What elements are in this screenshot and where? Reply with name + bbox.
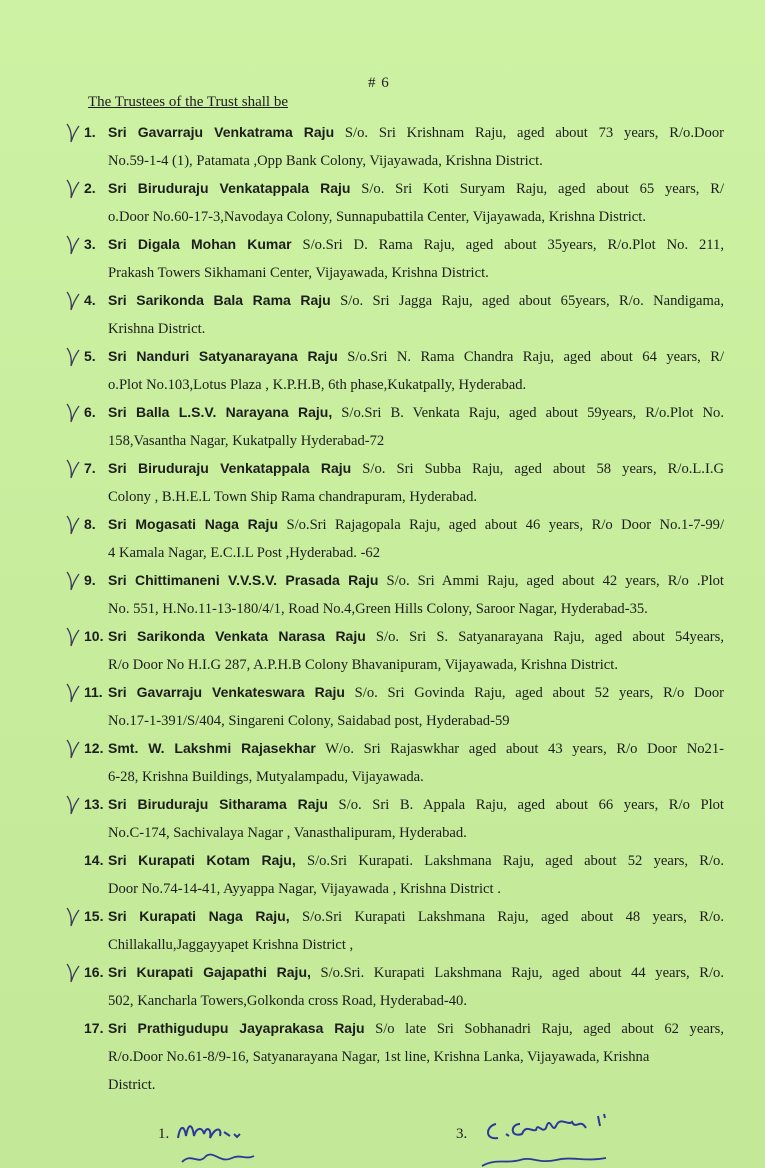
trustee-number: 10.	[84, 628, 104, 644]
check-mark-icon	[64, 234, 80, 256]
trustee-address: 6-28, Krishna Buildings, Mutyalampadu, Vijayawada.	[108, 769, 424, 785]
trustee-entry	[84, 454, 724, 510]
trustee-address: No.C-174, Sachivalaya Nagar , Vanasthalipuram, Hyderabad.	[108, 825, 467, 841]
trustee-number: 11.	[84, 684, 103, 700]
trustee-name: Sri Biruduraju Sitharama Raju	[108, 796, 328, 812]
trustee-line-1	[108, 286, 724, 315]
trustee-details: S/o. Sri S. Satyanarayana Raju, aged about 54years,	[365, 629, 724, 645]
trustee-details: S/o. Sri Krishnam Raju, aged about 73 years, R/o.Door	[334, 125, 724, 141]
trustee-details: S/o. Sri B. Appala Raju, aged about 66 years, R/o Plot	[327, 797, 724, 813]
check-mark-icon	[64, 794, 80, 816]
trustee-number: 3.	[84, 236, 96, 252]
check-mark-icon	[64, 738, 80, 760]
trustee-name: Sri Nanduri Satyanarayana Raju	[108, 348, 338, 364]
trustee-line-1	[108, 678, 724, 707]
trustee-line-1	[108, 902, 724, 931]
trustee-line-1	[108, 454, 724, 483]
trustee-address: Prakash Towers Sikhamani Center, Vijayawada, Krishna District.	[108, 265, 489, 281]
trustee-entry	[84, 230, 724, 286]
check-mark-icon	[64, 626, 80, 648]
trustee-entry	[84, 174, 724, 230]
trustee-address: Chillakallu,Jaggayyapet Krishna District ,	[108, 937, 354, 953]
trustee-number: 16.	[84, 964, 104, 980]
trustee-details: S/o. Sri Govinda Raju, aged about 52 years, R/o Door	[344, 685, 724, 701]
trustee-name: Sri Kurapati Gajapathi Raju,	[108, 964, 311, 980]
trustee-details: S/o.Sri Kurapati Lakshmana Raju, aged about 48 years, R/o.	[289, 909, 724, 925]
check-mark-icon	[64, 346, 80, 368]
trustee-name: Smt. W. Lakshmi Rajasekhar	[108, 740, 316, 756]
trustee-line-1	[108, 230, 724, 259]
trustee-address: Colony , B.H.E.L Town Ship Rama chandrapuram, Hyderabad.	[108, 489, 478, 505]
check-mark-icon	[64, 458, 80, 480]
trustee-name: Sri Sarikonda Venkata Narasa Raju	[108, 628, 366, 644]
trustee-address-cont: District.	[108, 1077, 156, 1093]
trustee-address: No.59-1-4 (1), Patamata ,Opp Bank Colony, Vijayawada, Krishna District.	[108, 153, 543, 169]
trustee-entry	[84, 678, 724, 734]
trustee-details: S/o. Sri Subba Raju, aged about 58 years, R/o.L.I.G	[351, 461, 724, 477]
trustee-number: 7.	[84, 460, 96, 476]
trustee-number: 8.	[84, 516, 96, 532]
trustee-line-1	[108, 398, 724, 427]
trustee-details: S/o.Sri B. Venkata Raju, aged about 59years, R/o.Plot No.	[332, 405, 724, 421]
trustee-entry	[84, 286, 724, 342]
signature-number-1: 1.	[158, 1126, 170, 1142]
trustee-address: 158,Vasantha Nagar, Kukatpally Hyderabad-72	[108, 433, 385, 449]
trustee-number: 4.	[84, 292, 96, 308]
trustee-entry	[84, 118, 724, 174]
trustee-details: S/o.Sri Rajagopala Raju, aged about 46 years, R/o Door No.1-7-99/	[278, 517, 724, 533]
check-mark-icon	[64, 402, 80, 424]
trustee-line-1	[108, 958, 724, 987]
trustee-address: o.Door No.60-17-3,Navodaya Colony, Sunnapubattila Center, Vijayawada, Krishna District.	[108, 209, 646, 225]
trustee-address: Krishna District.	[108, 321, 206, 337]
trustee-name: Sri Kurapati Naga Raju,	[108, 908, 290, 924]
trustee-entry	[84, 790, 724, 846]
trustee-details: W/o. Sri Rajaswkhar aged about 43 years, R/o Door No21-	[315, 741, 724, 757]
trustee-line-1	[108, 510, 724, 539]
trustee-name: Sri Balla L.S.V. Narayana Raju,	[108, 404, 333, 420]
trustee-line-1	[108, 790, 724, 819]
check-mark-icon	[64, 570, 80, 592]
trustee-number: 1.	[84, 124, 96, 140]
trustee-name: Sri Digala Mohan Kumar	[108, 236, 292, 252]
signature-area	[0, 1100, 765, 1168]
trustee-line-1	[108, 118, 724, 147]
trustee-number: 5.	[84, 348, 96, 364]
trustee-name: Sri Kurapati Kotam Raju,	[108, 852, 296, 868]
trustee-line-1	[108, 342, 724, 371]
trustee-details: S/o.Sri N. Rama Chandra Raju, aged about 64 years, R/	[337, 349, 724, 365]
trustee-number: 15.	[84, 908, 104, 924]
trustee-address: 502, Kancharla Towers,Golkonda cross Road, Hyderabad-40.	[108, 993, 467, 1009]
trustee-name: Sri Prathigudupu Jayaprakasa Raju	[108, 1020, 365, 1036]
trustee-name: Sri Gavarraju Venkateswara Raju	[108, 684, 345, 700]
check-mark-icon	[64, 290, 80, 312]
trustee-number: 14.	[84, 852, 104, 868]
trustee-entry	[84, 398, 724, 454]
trustee-entry	[84, 622, 724, 678]
trustee-name: Sri Gavarraju Venkatrama Raju	[108, 124, 335, 140]
trustee-details: S/o. Sri Jagga Raju, aged about 65years, R/o. Nandigama,	[330, 293, 724, 309]
trustee-line-1	[108, 566, 724, 595]
signature-number-3: 3.	[456, 1126, 468, 1142]
trustee-entry	[84, 1014, 724, 1098]
trustee-number: 2.	[84, 180, 96, 196]
trustee-details: S/o.Sri Kurapati. Lakshmana Raju, aged about 52 years, R/o.	[295, 853, 724, 869]
check-mark-icon	[64, 906, 80, 928]
signature-1-image	[172, 1108, 267, 1168]
trustee-address: R/o Door No H.I.G 287, A.P.H.B Colony Bhavanipuram, Vijayawada, Krishna District.	[108, 657, 618, 673]
check-mark-icon	[64, 178, 80, 200]
trustee-number: 9.	[84, 572, 96, 588]
trustee-name: Sri Chittimaneni V.V.S.V. Prasada Raju	[108, 572, 379, 588]
trustee-address: R/o.Door No.61-8/9-16, Satyanarayana Nagar, 1st line, Krishna Lanka, Vijayawada, Krishna	[108, 1049, 650, 1065]
trustee-entry	[84, 846, 724, 902]
check-mark-icon	[64, 514, 80, 536]
trustee-name: Sri Biruduraju Venkatappala Raju	[108, 180, 351, 196]
trustee-number: 13.	[84, 796, 104, 812]
trustee-entry	[84, 342, 724, 398]
trustee-details: S/o.Sri D. Rama Raju, aged about 35years, R/o.Plot No. 211,	[291, 237, 724, 253]
trustee-name: Sri Biruduraju Venkatappala Raju	[108, 460, 352, 476]
trustee-entry	[84, 566, 724, 622]
trustee-address: 4 Kamala Nagar, E.C.I.L Post ,Hyderabad. -62	[108, 545, 381, 561]
trustee-address: Door No.74-14-41, Ayyappa Nagar, Vijayawada , Krishna District .	[108, 881, 501, 897]
trustee-details: S/o. Sri Koti Suryam Raju, aged about 65 years, R/	[350, 181, 724, 197]
trustee-details: S/o.Sri. Kurapati Lakshmana Raju, aged about 44 years, R/o.	[310, 965, 724, 981]
trustee-list	[84, 118, 724, 1098]
trustee-address: o.Plot No.103,Lotus Plaza , K.P.H.B, 6th phase,Kukatpally, Hyderabad.	[108, 377, 527, 393]
trustee-entry	[84, 510, 724, 566]
trustee-address: No. 551, H.No.11-13-180/4/1, Road No.4,Green Hills Colony, Saroor Nagar, Hyderabad-35.	[108, 601, 648, 617]
check-mark-icon	[64, 682, 80, 704]
trustee-details: S/o late Sri Sobhanadri Raju, aged about 62 years,	[364, 1021, 724, 1037]
signature-3-image	[476, 1104, 636, 1168]
trustee-number: 12.	[84, 740, 104, 756]
trustee-number: 6.	[84, 404, 96, 420]
trustee-entry	[84, 734, 724, 790]
trustee-line-1	[108, 734, 724, 763]
trustee-line-1	[108, 1014, 724, 1043]
trustee-number: 17.	[84, 1020, 104, 1036]
heading: The Trustees of the Trust shall be	[88, 94, 289, 110]
trustee-entry	[84, 902, 724, 958]
check-mark-icon	[64, 962, 80, 984]
trustee-address: No.17-1-391/S/404, Singareni Colony, Saidabad post, Hyderabad-59	[108, 713, 510, 729]
trustee-name: Sri Sarikonda Bala Rama Raju	[108, 292, 331, 308]
trustee-entry	[84, 958, 724, 1014]
trustee-name: Sri Mogasati Naga Raju	[108, 516, 278, 532]
trustee-line-1	[108, 846, 724, 875]
check-mark-icon	[64, 122, 80, 144]
trustee-line-1	[108, 174, 724, 203]
trustee-line-1	[108, 622, 724, 651]
page-number: # 6	[368, 75, 390, 91]
trustee-details: S/o. Sri Ammi Raju, aged about 42 years, R/o .Plot	[378, 573, 724, 589]
